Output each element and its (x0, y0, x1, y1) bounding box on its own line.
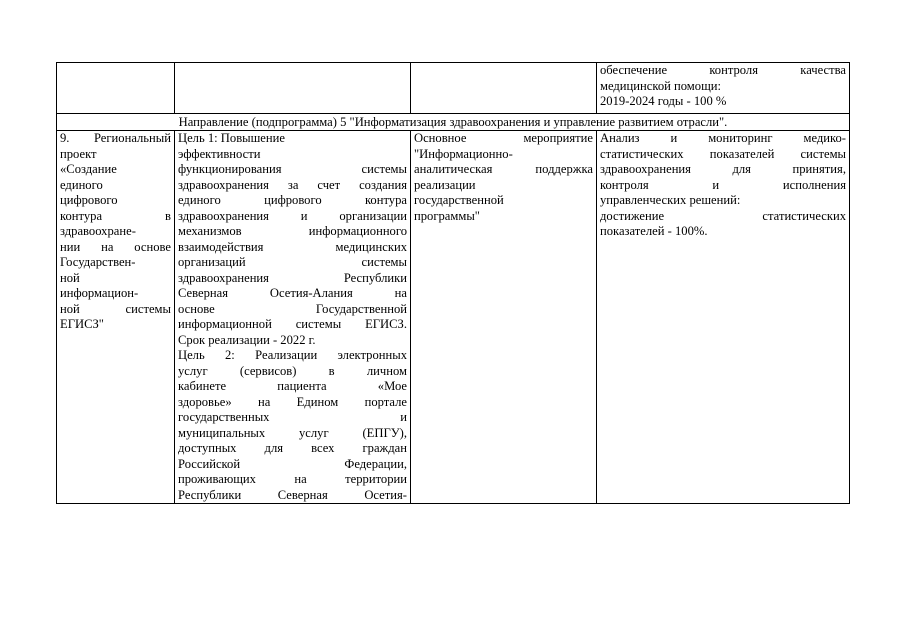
c2-line: основе Государственной (178, 301, 407, 316)
c2-line: муниципальных услуг (ЕПГУ), (178, 425, 407, 440)
top-col4-line-2: 2019-2024 годы - 100 % (600, 94, 727, 108)
c1-line: контура в (60, 208, 171, 223)
top-col4-line-0: обеспечение контроля качества (600, 63, 846, 77)
c2-line: Срок реализации - 2022 г. (178, 332, 316, 347)
project-measure-cell (411, 131, 597, 504)
c2-line: услуг (сервисов) в личном (178, 363, 407, 378)
c2-line: проживающих на территории (178, 472, 407, 486)
c1-line: «Создание (60, 162, 117, 176)
c4-line: достижение статистических (600, 208, 846, 223)
c1-line: единого (60, 177, 103, 192)
c2-line: Северная Осетия-Алания на (178, 286, 407, 300)
c2-line: информационной системы ЕГИСЗ. (178, 317, 407, 331)
c2-line: здоровье» на Едином портале (178, 394, 407, 409)
c3-line: государственной (414, 193, 504, 207)
c1-line: ной (60, 270, 80, 285)
c1-line: цифрового (60, 193, 118, 207)
c4-line: контроля и исполнения (600, 177, 846, 192)
c1-line: проект (60, 146, 97, 161)
c2-line: Республики Северная Осетия- (178, 487, 407, 502)
top-col4-line-1: медицинской помощи: (600, 78, 722, 93)
c2-line: механизмов информационного (178, 224, 407, 238)
c2-line: государственных и (178, 410, 407, 424)
c3-line: Основное мероприятие (414, 131, 593, 145)
c1-line: Государствен- (60, 255, 136, 269)
top-cell-3 (411, 63, 597, 114)
c1-line: ЕГИСЗ" (60, 317, 104, 331)
c3-line: реализации (414, 177, 476, 192)
c2-line: здравоохранения Республики (178, 270, 407, 285)
project-indicator-cell (597, 131, 850, 504)
project-name-cell (57, 131, 175, 504)
c2-line: взаимодействия медицинских (178, 239, 407, 254)
c2-line: единого цифрового контура (178, 193, 407, 207)
c3-line: "Информационно- (414, 146, 513, 161)
c4-line: показателей - 100%. (600, 224, 708, 238)
c1-line: информацион- (60, 286, 139, 300)
c4-line: Анализ и мониторинг медико- (600, 131, 846, 145)
c1-line: 9. Региональный (60, 131, 171, 145)
c1-line: здравоохране- (60, 224, 136, 238)
section-heading: Направление (подпрограмма) 5 "Информатизация здравоохранения и управление развитием отрасли". (57, 114, 850, 131)
c2-line: эффективности (178, 146, 261, 161)
c2-line: организаций системы (178, 255, 407, 269)
c2-line: функционирования системы (178, 162, 407, 176)
c4-line: управленческих решений: (600, 193, 741, 207)
top-cell-4 (597, 63, 850, 114)
document-table (56, 62, 850, 504)
c2-line: кабинете пациента «Мое (178, 379, 407, 393)
c2-line: Российской Федерации, (178, 456, 407, 471)
c2-line: Цель 2: Реализации электронных (178, 348, 407, 362)
top-cell-2 (175, 63, 411, 114)
c2-line: доступных для всех граждан (178, 441, 407, 455)
section-heading-row (57, 114, 850, 131)
c1-line: нии на основе (60, 239, 171, 254)
c3-line: программы" (414, 208, 480, 223)
c1-line: ной системы (60, 301, 171, 316)
c2-line: здравоохранения за счет создания (178, 177, 407, 192)
project-row (57, 131, 850, 504)
top-cell-1 (57, 63, 175, 114)
c3-line: аналитическая поддержка (414, 162, 593, 176)
c4-line: статистических показателей системы (600, 146, 846, 161)
c2-line: здравоохранения и организации (178, 208, 407, 223)
c4-line: здравоохранения для принятия, (600, 162, 846, 176)
project-goals-cell (175, 131, 411, 504)
c2-line: Цель 1: Повышение (178, 131, 285, 145)
top-continuation-row (57, 63, 850, 114)
